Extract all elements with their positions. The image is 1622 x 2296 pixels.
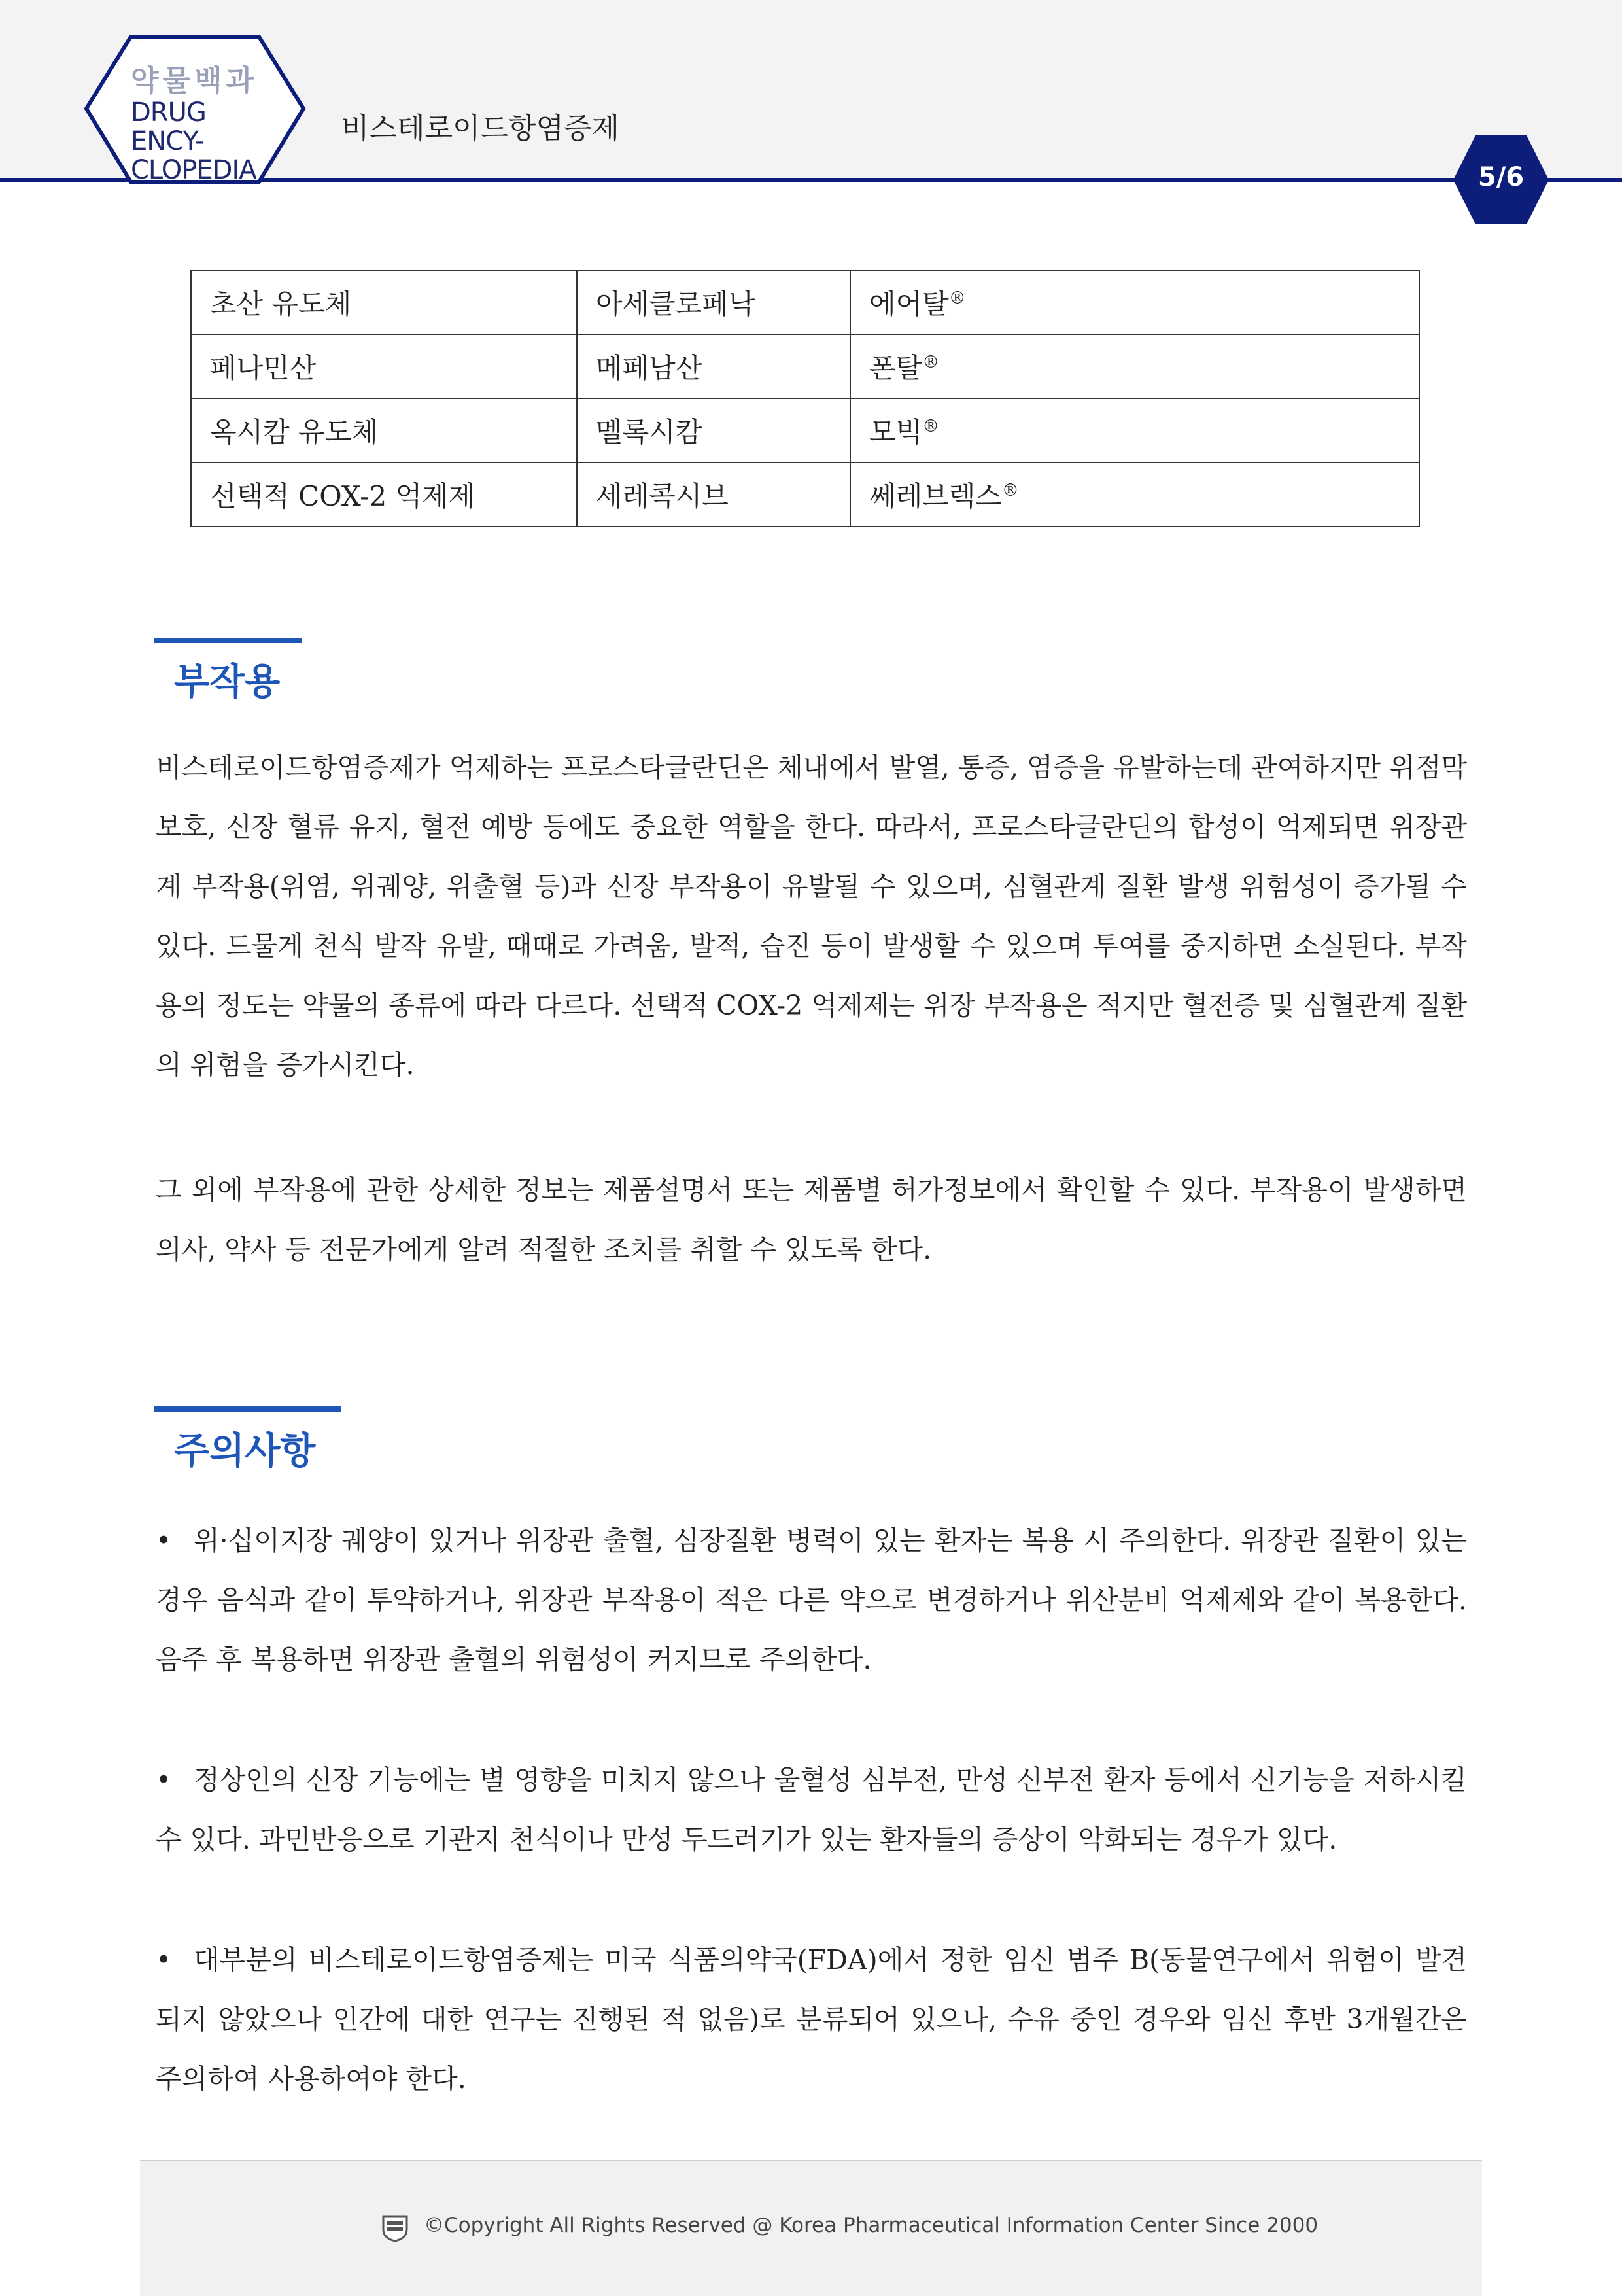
- logo: [131, 64, 275, 184]
- product-cell: [850, 462, 1419, 527]
- table-row: [191, 270, 1419, 334]
- logo-english-line1: DRUG ENCY-: [131, 97, 206, 156]
- kpic-shield-icon: [381, 2214, 409, 2242]
- product-name: 폰탈: [869, 352, 923, 384]
- table-row: [191, 462, 1419, 527]
- drug-class-cell: 옥시캄 유도체: [191, 398, 577, 462]
- drug-class-cell: 초산 유도체: [191, 270, 577, 334]
- drug-class-cell: 페나민산: [191, 334, 577, 398]
- product-name: 모빅: [869, 416, 923, 448]
- registered-mark: ®: [922, 417, 940, 436]
- precaution-text: 대부분의 비스테로이드항염증제는 미국 식품의약국(FDA)에서 정한 임신 범주 B(동물연구에서 위험이 발견되지 않았으나 인간에 대한 연구는 진행된 적 없음)로 분류되어 있으나, 수유 중인 경우와 임신 후반 3개월간은 주의하여 사용하여야 한다.: [156, 1944, 1467, 2095]
- side-effects-paragraph: 그 외에 부작용에 관한 상세한 정보는 제품설명서 또는 제품별 허가정보에서 확인할 수 있다. 부작용이 발생하면 의사, 약사 등 전문가에게 알려 적절한 조치를 취할 수 있도록 한다.: [156, 1174, 1467, 1265]
- table-row: [191, 334, 1419, 398]
- ingredient-cell: 멜록시캄: [577, 398, 850, 462]
- registered-mark: ®: [1001, 481, 1019, 500]
- product-cell: [850, 398, 1419, 462]
- side-effects-paragraph: 비스테로이드항염증제가 억제하는 프로스타글란딘은 체내에서 발열, 통증, 염증을 유발하는데 관여하지만 위점막 보호, 신장 혈류 유지, 혈전 예방 등에도 중요한 역할을 한다. 따라서, 프로스타글란딘의 합성이 억제되면 위장관계 부작용(위염, 위궤양, 위출혈 등)과 신장 부작용이 유발될 수 있으며, 심혈관계 질환 발생 위험성이 증가될 수 있다. 드물게 천식 발작 유발, 때때로 가려움, 발적, 습진 등이 발생할 수 있으며 투여를 중지하면 소실된다. 부작용의 정도는 약물의 종류에 따라 다르다. 선택적 COX-2 억제제는 위장 부작용은 적지만 혈전증 및 심혈관계 질환의 위험을 증가시킨다.: [156, 752, 1467, 1081]
- precaution-item: [156, 1750, 1467, 1870]
- product-name: 에어탈: [869, 288, 949, 320]
- page-indicator: 5/6: [1477, 162, 1525, 192]
- ingredient-cell: 세레콕시브: [577, 462, 850, 527]
- section-accent-bar: [154, 1406, 341, 1412]
- bullet-icon: •: [156, 1944, 172, 1975]
- product-cell: [850, 334, 1419, 398]
- registered-mark: ®: [948, 288, 966, 308]
- bullet-icon: •: [156, 1525, 172, 1556]
- bullet-icon: •: [156, 1764, 172, 1796]
- product-name: 쎄레브렉스: [869, 480, 1002, 512]
- precaution-item: [156, 1930, 1467, 2109]
- ingredient-cell: 메페남산: [577, 334, 850, 398]
- section-accent-bar: [154, 638, 302, 643]
- side-effects-heading: 부작용: [174, 661, 281, 703]
- precaution-text: 위·십이지장 궤양이 있거나 위장관 출혈, 심장질환 병력이 있는 환자는 복용 시 주의한다. 위장관 질환이 있는 경우 음식과 같이 투약하거나, 위장관 부작용이 적은 다른 약으로 변경하거나 위산분비 억제제와 같이 복용한다. 음주 후 복용하면 위장관 출혈의 위험성이 커지므로 주의한다.: [156, 1525, 1467, 1675]
- drug-table: [190, 270, 1420, 527]
- document-title: 비스테로이드항염증제: [341, 112, 620, 145]
- drug-class-cell: 선택적 COX-2 억제제: [191, 462, 577, 527]
- precaution-text: 정상인의 신장 기능에는 별 영향을 미치지 않으나 울혈성 심부전, 만성 신부전 환자 등에서 신기능을 저하시킬 수 있다. 과민반응으로 기관지 천식이나 만성 두드러기가 있는 환자들의 증상이 악화되는 경우가 있다.: [156, 1764, 1467, 1855]
- product-cell: [850, 270, 1419, 334]
- table-row: [191, 398, 1419, 462]
- ingredient-cell: 아세클로페낙: [577, 270, 850, 334]
- logo-korean: 약물백과: [131, 64, 258, 97]
- precautions-heading: 주의사항: [174, 1430, 316, 1472]
- logo-english-line2: CLOPEDIA: [131, 155, 256, 185]
- precaution-item: [156, 1511, 1467, 1690]
- copyright-text: ©Copyright All Rights Reserved @ Korea Pharmaceutical Information Center Since 2000: [424, 2214, 1319, 2237]
- registered-mark: ®: [922, 353, 940, 372]
